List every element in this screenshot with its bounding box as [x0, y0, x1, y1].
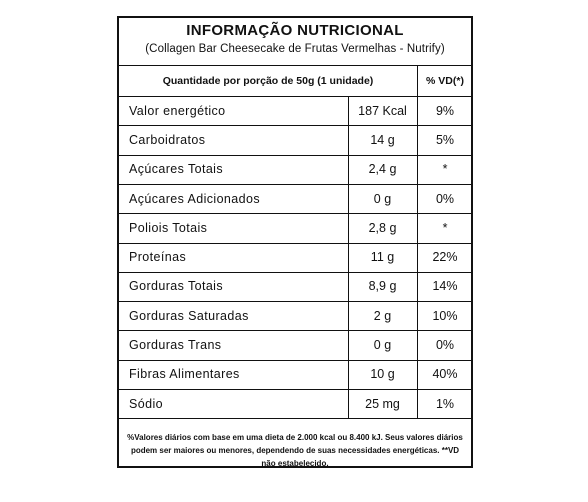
- nutrient-amount: 2,8 g: [368, 220, 397, 235]
- nutrient-name: Sódio: [129, 396, 163, 411]
- label-title: INFORMAÇÃO NUTRICIONAL: [186, 22, 404, 39]
- nutrient-name: Proteínas: [129, 250, 187, 265]
- portion-header: Quantidade por porção de 50g (1 unidade): [162, 75, 374, 87]
- nutrient-vd: 0%: [435, 338, 455, 353]
- vd-header: % VD(*): [426, 75, 464, 87]
- nutrient-name: Poliois Totais: [129, 220, 208, 235]
- nutrient-name: Valor energético: [129, 103, 226, 118]
- nutrient-name: Açúcares Totais: [129, 162, 224, 177]
- nutrient-vd: 0%: [435, 191, 455, 206]
- nutrient-amount: 0 g: [373, 338, 392, 353]
- row-divider: [119, 418, 471, 419]
- nutrient-vd: 1%: [435, 396, 455, 411]
- label-subtitle: (Collagen Bar Cheesecake de Frutas Vermelhas - Nutrify): [145, 43, 445, 55]
- nutrient-amount: 8,9 g: [368, 279, 397, 294]
- nutrient-amount: 2 g: [373, 308, 392, 323]
- nutrient-amount: 10 g: [370, 367, 395, 382]
- nutrient-amount: 14 g: [370, 132, 395, 147]
- nutrient-name: Gorduras Trans: [129, 338, 222, 353]
- nutrient-name: Açúcares Adicionados: [129, 191, 260, 206]
- nutrient-name: Carboidratos: [129, 132, 206, 147]
- nutrient-vd: *: [442, 220, 448, 235]
- footnote: %Valores diários com base em uma dieta de 2.000 kcal ou 8.400 kJ. Seus valores diários podem ser maiores ou menores, dependendo de suas necessidades energéticas. **VD não estabelecido.: [127, 433, 463, 468]
- nutrient-name: Gorduras Totais: [129, 279, 224, 294]
- nutrient-vd: 9%: [435, 103, 455, 118]
- nutrient-vd: 10%: [432, 308, 458, 323]
- nutrient-vd: *: [442, 162, 448, 177]
- nutrient-amount: 0 g: [373, 191, 392, 206]
- nutrient-vd: 14%: [432, 279, 458, 294]
- nutrient-amount: 187 Kcal: [358, 103, 407, 118]
- nutrient-vd: 40%: [432, 367, 458, 382]
- nutrient-amount: 2,4 g: [368, 162, 397, 177]
- nutrition-facts-label: [117, 16, 473, 468]
- nutrient-vd: 22%: [432, 250, 458, 265]
- nutrient-amount: 11 g: [370, 250, 395, 265]
- nutrient-name: Gorduras Saturadas: [129, 308, 249, 323]
- nutrient-vd: 5%: [435, 132, 455, 147]
- nutrient-name: Fibras Alimentares: [129, 367, 240, 382]
- nutrient-amount: 25 mg: [365, 396, 400, 411]
